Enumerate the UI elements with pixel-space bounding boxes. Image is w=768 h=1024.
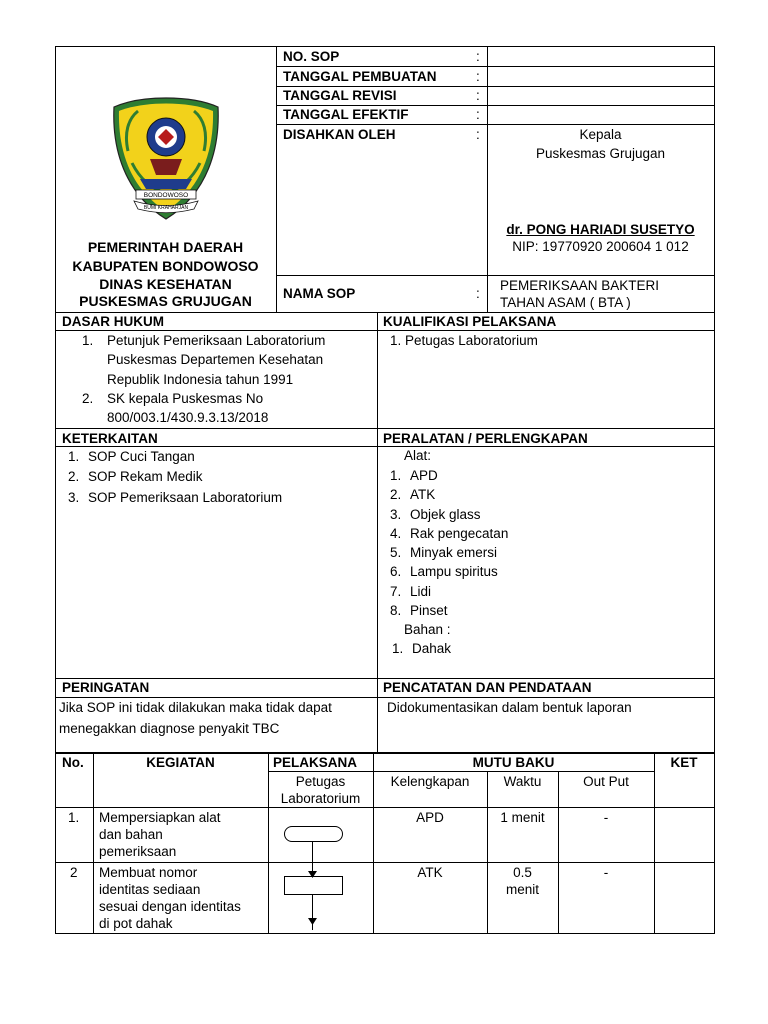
field-label-tanggal-revisi: TANGGAL REVISI bbox=[283, 88, 397, 103]
sub-kelengkapan: Kelengkapan bbox=[390, 774, 470, 789]
row-no: 1. bbox=[68, 810, 80, 825]
row-kegiatan-line: Membuat nomor bbox=[99, 865, 198, 880]
bondowoso-logo bbox=[106, 93, 226, 223]
sub-output: Out Put bbox=[583, 774, 629, 789]
row-kegiatan-line: pemeriksaan bbox=[99, 844, 177, 859]
list-num: 1. bbox=[392, 641, 404, 656]
sop-name-label: NAMA SOP bbox=[283, 286, 356, 301]
list-num: 3. bbox=[390, 506, 402, 522]
row-kegiatan-line: identitas sediaan bbox=[99, 882, 201, 897]
list-text: Republik Indonesia tahun 1991 bbox=[107, 371, 294, 387]
row-kelengkapan: APD bbox=[416, 810, 444, 825]
list-item bbox=[68, 447, 282, 467]
field-label-tanggal-efektif: TANGGAL EFEKTIF bbox=[283, 107, 409, 122]
list-text: SOP Cuci Tangan bbox=[88, 449, 195, 464]
peralatan-title: PERALATAN / PERLENGKAPAN bbox=[383, 431, 588, 446]
list-item bbox=[390, 524, 508, 543]
field-sep: : bbox=[476, 88, 480, 103]
row-kegiatan-line: di pot dahak bbox=[99, 916, 173, 931]
list-item bbox=[390, 582, 508, 601]
list-item bbox=[390, 562, 508, 581]
keterkaitan-list bbox=[68, 447, 282, 508]
list-text: SK kepala Puskesmas No bbox=[107, 390, 264, 406]
list-text: APD bbox=[410, 468, 438, 483]
field-label-disahkan-oleh: DISAHKAN OLEH bbox=[283, 127, 396, 142]
peringatan-line-2: menegakkan diagnose penyakit TBC bbox=[59, 721, 280, 736]
sub-pelaksana-line-1: Petugas bbox=[295, 774, 346, 789]
sub-pelaksana-line-2: Laboratorium bbox=[280, 791, 361, 806]
logo-text-top: BONDOWOSO bbox=[143, 192, 189, 199]
alat-label: Alat: bbox=[404, 448, 432, 463]
logo-text-motto: BUMI KRAHARJAN bbox=[143, 205, 189, 211]
list-text: Pinset bbox=[410, 603, 448, 619]
list-num: 1. bbox=[82, 333, 94, 348]
list-text: Objek glass bbox=[410, 506, 481, 522]
list-item bbox=[82, 389, 325, 428]
dasar-hukum-list bbox=[82, 331, 325, 427]
list-num: 2. bbox=[68, 469, 80, 485]
dasar-hukum-title: DASAR HUKUM bbox=[62, 314, 164, 329]
flowchart-process bbox=[284, 876, 343, 895]
row-waktu: 1 menit bbox=[500, 810, 545, 825]
list-item bbox=[82, 331, 325, 389]
pencatatan-title: PENCATATAN DAN PENDATAAN bbox=[383, 680, 592, 695]
list-item bbox=[390, 505, 508, 524]
list-item bbox=[390, 466, 508, 485]
kualifikasi-item: 1. Petugas Laboratorium bbox=[390, 333, 538, 348]
th-pelaksana: PELAKSANA bbox=[273, 755, 358, 770]
list-text: 800/003.1/430.9.3.13/2018 bbox=[107, 410, 269, 426]
bahan-list bbox=[392, 639, 451, 658]
list-num: 4. bbox=[390, 525, 402, 541]
pencatatan-text: Didokumentasikan dalam bentuk laporan bbox=[387, 700, 632, 715]
field-label-tanggal-pembuatan: TANGGAL PEMBUATAN bbox=[283, 69, 437, 84]
flowchart-terminator bbox=[284, 826, 343, 842]
row-kegiatan-line: sesuai dengan identitas bbox=[99, 899, 241, 914]
list-num: 8. bbox=[390, 603, 402, 619]
row-no: 2 bbox=[70, 865, 78, 880]
row-output: - bbox=[603, 865, 609, 880]
bahan-label: Bahan : bbox=[404, 622, 451, 637]
row-kegiatan-line: dan bahan bbox=[99, 827, 163, 842]
sop-name-line-1: PEMERIKSAAN BAKTERI bbox=[500, 278, 660, 293]
list-text: Petunjuk Pemeriksaan Laboratorium bbox=[107, 333, 326, 348]
row-waktu: 0.5 bbox=[513, 865, 532, 880]
field-sep: : bbox=[476, 107, 480, 122]
row-output: - bbox=[603, 810, 609, 825]
list-text: Lidi bbox=[410, 583, 432, 599]
list-num: 2. bbox=[82, 390, 94, 406]
list-num: 7. bbox=[390, 583, 402, 599]
arrow-down-icon bbox=[308, 871, 317, 878]
list-text: Minyak emersi bbox=[410, 545, 498, 561]
list-num: 6. bbox=[390, 564, 402, 580]
th-mutu-baku: MUTU BAKU bbox=[472, 755, 555, 770]
list-item bbox=[68, 488, 282, 508]
list-text: Dahak bbox=[412, 641, 452, 656]
list-text: SOP Pemeriksaan Laboratorium bbox=[88, 489, 283, 505]
alat-list bbox=[390, 466, 508, 620]
keterkaitan-title: KETERKAITAN bbox=[62, 431, 158, 446]
field-sep: : bbox=[476, 69, 480, 84]
approver-role: Kepala bbox=[579, 127, 622, 142]
field-sep: : bbox=[476, 49, 480, 64]
approver-name: dr. PONG HARIADI SUSETYO bbox=[506, 222, 695, 237]
th-kegiatan: KEGIATAN bbox=[146, 755, 215, 770]
org-line-4: PUSKESMAS GRUJUGAN bbox=[79, 293, 252, 309]
org-line-2: KABUPATEN BONDOWOSO bbox=[72, 258, 259, 274]
row-kelengkapan: ATK bbox=[417, 865, 443, 880]
list-item bbox=[390, 485, 508, 504]
list-text: ATK bbox=[410, 487, 436, 503]
th-ket: KET bbox=[670, 755, 698, 770]
sop-name-sep: : bbox=[476, 286, 480, 301]
list-text: SOP Rekam Medik bbox=[88, 469, 203, 485]
kualifikasi-title: KUALIFIKASI PELAKSANA bbox=[383, 314, 557, 329]
approver-unit: Puskesmas Grujugan bbox=[535, 146, 666, 161]
list-text: Lampu spiritus bbox=[410, 564, 498, 580]
list-num: 3. bbox=[68, 489, 80, 505]
list-item bbox=[392, 639, 451, 658]
row-kegiatan-line: Mempersiapkan alat bbox=[99, 810, 221, 825]
sop-name-line-2: TAHAN ASAM ( BTA ) bbox=[500, 295, 631, 310]
list-text: Puskesmas Departemen Kesehatan bbox=[107, 352, 324, 368]
row-waktu: menit bbox=[505, 882, 539, 897]
list-num: 1. bbox=[68, 449, 80, 464]
field-label-no-sop: NO. SOP bbox=[283, 49, 340, 64]
peringatan-line-1: Jika SOP ini tidak dilakukan maka tidak dapat bbox=[59, 700, 332, 715]
org-line-1: PEMERINTAH DAERAH bbox=[87, 239, 244, 255]
list-num: 1. bbox=[390, 468, 402, 483]
list-item bbox=[390, 543, 508, 562]
approver-nip: NIP: 19770920 200604 1 012 bbox=[512, 239, 689, 254]
list-num: 5. bbox=[390, 545, 402, 561]
org-line-3: DINAS KESEHATAN bbox=[99, 276, 232, 292]
arrow-down-icon bbox=[308, 918, 317, 925]
list-num: 2. bbox=[390, 487, 402, 503]
peringatan-title: PERINGATAN bbox=[62, 680, 150, 695]
list-item bbox=[68, 467, 282, 487]
list-item bbox=[390, 601, 508, 620]
field-sep: : bbox=[476, 127, 480, 142]
th-no: No. bbox=[62, 755, 84, 770]
list-text: Rak pengecatan bbox=[410, 525, 509, 541]
sub-waktu: Waktu bbox=[503, 774, 542, 789]
